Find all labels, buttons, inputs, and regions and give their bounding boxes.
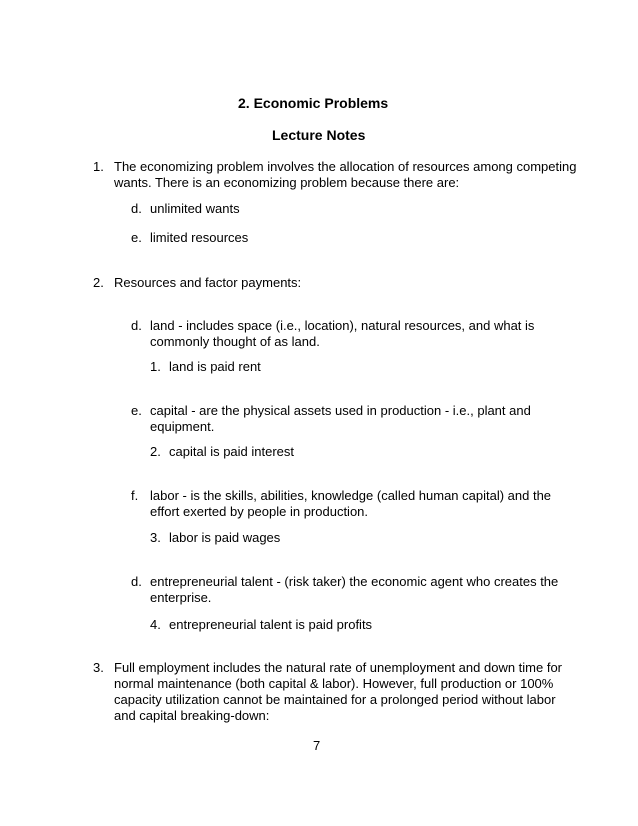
item-3-line-1: Full employment includes the natural rate of unemployment and down time for (114, 660, 563, 675)
entrepreneurial-payment-text: entrepreneurial talent is paid profits (169, 617, 373, 632)
entrepreneurial-label: d. (131, 574, 142, 589)
land-payment-number: 1. (150, 359, 161, 374)
capital-payment-number: 2. (150, 444, 161, 459)
item-2-number: 2. (93, 275, 104, 290)
land-label: d. (131, 318, 142, 333)
entrepreneurial-line-2: enterprise. (150, 590, 212, 605)
item-1-line-1: The economizing problem involves the allocation of resources among competing (114, 159, 577, 174)
item-3-number: 3. (93, 660, 104, 675)
capital-line-2: equipment. (150, 419, 215, 434)
capital-label: e. (131, 403, 142, 418)
item-1-sub-d-label: d. (131, 201, 142, 216)
labor-line-2: effort exerted by people in production. (150, 504, 369, 519)
item-1-sub-e-label: e. (131, 230, 142, 245)
item-3-line-3: capacity utilization cannot be maintained for a prolonged period without labor (114, 692, 556, 707)
labor-label: f. (131, 488, 139, 503)
land-line-2: commonly thought of as land. (150, 334, 320, 349)
item-1-sub-e-text: limited resources (150, 230, 249, 245)
capital-payment-text: capital is paid interest (169, 444, 295, 459)
labor-payment-number: 3. (150, 530, 161, 545)
page-number: 7 (313, 738, 321, 753)
item-1-number: 1. (93, 159, 104, 174)
item-2-text: Resources and factor payments: (114, 275, 302, 290)
item-3-line-4: and capital breaking-down: (114, 708, 270, 723)
land-line-1: land - includes space (i.e., location), natural resources, and what is (150, 318, 535, 333)
land-payment-text: land is paid rent (169, 359, 261, 374)
entrepreneurial-line-1: entrepreneurial talent - (risk taker) the economic agent who creates the (150, 574, 559, 589)
item-3-line-2: normal maintenance (both capital & labor). However, full production or 100% (114, 676, 554, 691)
document-subtitle: Lecture Notes (272, 127, 366, 143)
document-title: 2. Economic Problems (238, 95, 389, 111)
item-1-sub-d-text: unlimited wants (150, 201, 240, 216)
labor-payment-text: labor is paid wages (169, 530, 281, 545)
labor-line-1: labor - is the skills, abilities, knowledge (called human capital) and the (150, 488, 552, 503)
entrepreneurial-payment-number: 4. (150, 617, 161, 632)
capital-line-1: capital - are the physical assets used in production - i.e., plant and (150, 403, 531, 418)
item-1-line-2: wants. There is an economizing problem because there are: (114, 175, 460, 190)
